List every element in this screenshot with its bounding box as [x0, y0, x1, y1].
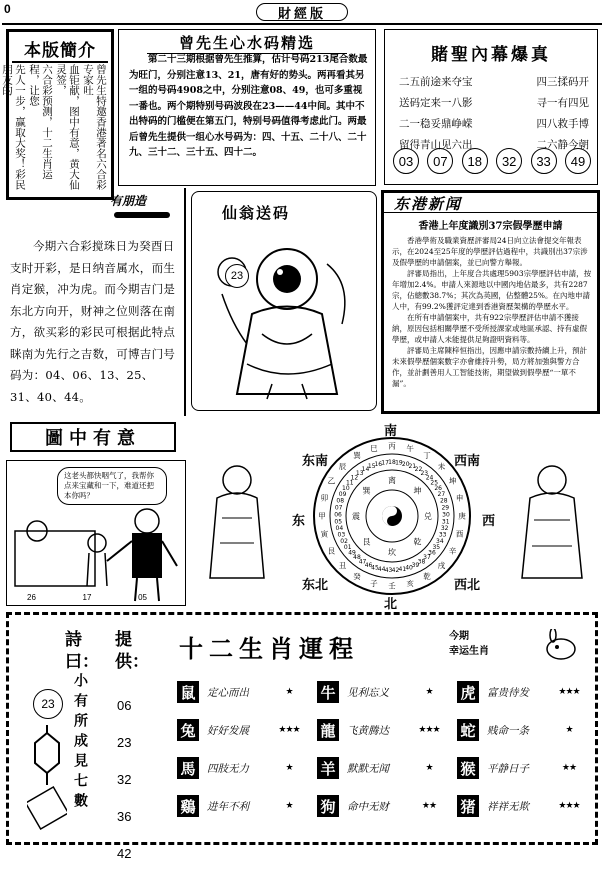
compass-number-label: 04 — [335, 525, 344, 533]
compass-number-label: 47 — [358, 558, 367, 566]
zodiac-entry — [177, 793, 315, 819]
poem-number: 32 — [496, 148, 522, 174]
compass-trigram-label: 乾 — [413, 537, 422, 547]
poem-line-a: 送码定来一八影 — [399, 97, 473, 109]
poem-circle-number: 23 — [33, 689, 63, 719]
header-rule — [2, 23, 602, 25]
compass-number-label: 28 — [439, 497, 448, 505]
compass-number-label: 19 — [395, 459, 403, 467]
zodiac-name: 虎 — [457, 681, 479, 703]
compass-number-label: 37 — [423, 554, 431, 562]
compass-outer-label: 酉 — [455, 529, 464, 539]
compass-number-label: 12 — [350, 474, 359, 482]
zodiac-stars: ★ — [285, 687, 293, 697]
zodiac-grid — [177, 679, 593, 839]
provide-numbers — [117, 687, 131, 872]
intro-text — [0, 64, 107, 196]
zodiac-name: 龍 — [317, 719, 339, 741]
compass-number-label: 38 — [417, 558, 426, 566]
zodiac-desc: 平静日子 — [487, 762, 529, 775]
cartoon-number: 26 — [27, 593, 36, 602]
intro-col: 先人一步，赢取大奖！彩民朋友的 — [1, 64, 26, 190]
zeng-body: 第二十三期根据曾先生推算，估计号码213尾合数最为旺门，分别注意13、21，唐有好的势头。两再看其另一组的号码4908之中，分别注意08、49，也可多重视一番也。两个期特别号码波段在23——44中间。其中不出特码的门槛便在第五门，特别号码值得考虑此门。两最后曾先生提供一组心水号码为：四、十五、二十八、二十九、三十二、三十五、四十二。 — [129, 54, 368, 158]
compass-outer-label: 壬 — [388, 581, 396, 591]
zodiac-entry — [317, 793, 455, 819]
cartoon-speech: 这老头都快咽气了，我帮你点来宝藏和一下，难道还把本你吗？ — [57, 467, 167, 505]
zodiac-name: 馬 — [177, 757, 199, 779]
zodiac-desc: 进年不利 — [207, 800, 249, 813]
poem-line-b: 二六静今朝 — [536, 139, 589, 151]
compass-outer-label: 艮 — [327, 546, 336, 556]
compass-number-label: 13 — [355, 469, 364, 477]
zeng-box — [118, 29, 376, 186]
intro-title: 本版簡介 — [12, 36, 108, 63]
zodiac-desc: 默默无闻 — [347, 762, 389, 775]
compass-number-label: 07 — [334, 504, 343, 512]
compass-number-label: 43 — [384, 566, 393, 574]
poem-line — [399, 72, 589, 93]
zodiac-name: 猴 — [457, 757, 479, 779]
compass-number-label: 39 — [411, 561, 420, 569]
compass-number-label: 09 — [338, 491, 347, 499]
compass-outer-label: 子 — [370, 579, 378, 589]
poem-line-a: 二一稳妥鼎峥嵘 — [399, 118, 473, 130]
xianweng-box — [191, 191, 377, 411]
compass-number-label: 31 — [441, 518, 450, 526]
poem-line-b: 寻一有四见 — [536, 97, 589, 109]
compass-outer-label: 庚 — [458, 511, 466, 521]
compass-number-label: 03 — [337, 531, 346, 539]
brush-stroke-icon — [114, 212, 170, 218]
compass-number-label: 10 — [342, 485, 350, 493]
zodiac-desc: 飞黄腾达 — [347, 724, 389, 737]
compass-outer-label: 申 — [455, 493, 464, 503]
zodiac-desc: 四肢无力 — [207, 762, 249, 775]
compass-number-label: 29 — [441, 504, 450, 512]
compass-outer-label: 丑 — [338, 561, 347, 571]
gourd-icon — [27, 723, 67, 833]
zodiac-name: 蛇 — [457, 719, 479, 741]
compass-number-label: 02 — [340, 538, 348, 546]
provide-number: 36 — [117, 809, 132, 824]
compass-number-label: 30 — [442, 511, 450, 519]
compass-outer-label: 戌 — [437, 561, 446, 571]
compass-outer-label: 乙 — [327, 476, 336, 486]
news-para: 評審局指出，上年度合共處理5903宗學歷評估申請，按年增加2.4%。申請人來源地以中國內地佔最多，共有2287宗，佔總數38.7%；其次為英國，佔整體25%。在內地申請人中，有99.2%獲評定達到香港資歷架構的學歷水平。 — [392, 269, 592, 311]
zodiac-name: 鼠 — [177, 681, 199, 703]
cartoon-frame — [6, 460, 186, 606]
zodiac-section — [6, 612, 598, 861]
zodiac-stars: ★★★ — [278, 725, 300, 735]
masthead — [256, 3, 348, 21]
news-body — [392, 235, 592, 389]
poem-title: 賭聖內幕爆真 — [431, 45, 551, 65]
compass-number-label: 42 — [391, 566, 400, 574]
poem-line — [399, 114, 589, 135]
intro-box — [1, 29, 114, 200]
dir-southeast: 东南 — [302, 454, 329, 469]
zodiac-stars: ★ — [425, 763, 433, 773]
poem-number: 33 — [531, 148, 557, 174]
zodiac-name: 鷄 — [177, 795, 199, 817]
compass-trigram-label: 坎 — [388, 547, 396, 557]
provide-number: 23 — [117, 735, 132, 750]
compass-outer-label: 辰 — [338, 462, 347, 472]
compass-outer-label: 巳 — [370, 444, 378, 454]
lucky-label: 今期 幸运生肖 — [449, 631, 489, 657]
compass-outer-label: 未 — [437, 462, 446, 472]
compass-number-label: 22 — [414, 466, 423, 474]
rabbit-icon — [539, 629, 579, 661]
compass-number-label: 05 — [334, 518, 343, 526]
zodiac-entry — [317, 717, 455, 743]
compass-wheel — [312, 436, 472, 596]
zodiac-entry — [177, 679, 315, 705]
cartoon-numbers — [27, 593, 147, 602]
poem-number: 07 — [427, 148, 453, 174]
right-deity-icon — [512, 458, 592, 588]
compass-number-label: 23 — [420, 469, 429, 477]
compass-number-label: 35 — [432, 543, 441, 551]
poem-box — [384, 29, 598, 185]
news-banner — [384, 193, 597, 213]
compass-outer-label: 乾 — [423, 572, 431, 582]
news-para: 在所有申請個案中，共有922宗學歷評估申請不獲接納，原因包括相關學歷不受所授課家或地區承認、持有虛假學歷，或申請人未能提供足夠證明資料等。 — [392, 313, 587, 344]
zodiac-stars: ★ — [565, 725, 573, 735]
intro-col: 血钜献，图中有意，黄大仙灵签， — [55, 64, 80, 190]
zodiac-desc: 好好发展 — [207, 724, 249, 737]
zodiac-desc: 命中无财 — [347, 800, 389, 813]
compass-trigram-label: 震 — [352, 511, 360, 521]
compass-trigram-label: 坤 — [413, 486, 422, 496]
zodiac-entry — [177, 755, 315, 781]
compass-number-label: 16 — [374, 460, 383, 468]
zodiac-entry — [317, 679, 455, 705]
zodiac-name: 羊 — [317, 757, 339, 779]
compass-outer-label: 丁 — [423, 451, 431, 461]
zodiac-stars: ★★ — [561, 763, 577, 773]
poem-vertical-text: 小有所成見七數 — [72, 673, 88, 813]
compass-trigram-label: 艮 — [362, 537, 371, 547]
compass-number-label: 26 — [434, 485, 442, 493]
dir-south: 南 — [384, 424, 398, 439]
provide-label: 提供： — [115, 630, 149, 672]
compass-trigram-label: 离 — [388, 475, 396, 485]
news-banner-text: 东港新闻 — [394, 195, 463, 213]
compass-number-label: 01 — [343, 543, 352, 551]
zodiac-name: 兔 — [177, 719, 199, 741]
zodiac-entry — [317, 755, 455, 781]
page-number: 0 — [4, 2, 11, 16]
compass-outer-label: 寅 — [320, 529, 329, 539]
compass-number-label: 20 — [401, 460, 410, 468]
xianweng-title: 仙翁送码 — [222, 204, 291, 222]
immortal-illustration-icon — [192, 224, 376, 409]
cartoon-number: 05 — [138, 593, 147, 602]
news-headline: 香港上年度識別37宗假學歷申請 — [418, 221, 563, 232]
compass-number-label: 45 — [371, 564, 379, 572]
zodiac-entry — [457, 793, 595, 819]
provide-number: 32 — [117, 772, 132, 787]
zodiac-desc: 见利忘义 — [347, 686, 389, 699]
zodiac-stars: ★ — [285, 801, 293, 811]
poem-lines — [399, 72, 589, 156]
dir-northeast: 东北 — [302, 578, 329, 593]
left-deity-icon — [202, 458, 272, 588]
left-body: 今期六合彩搅珠日为癸酉日支时开彩，是日纳音属水，而生肖定猴，冲为虎。而今期吉门是东北方向开，财神之位则落在南方，欲买彩的彩民可根据此特点眯南为先行之吉数，可博吉门号码为：04、06、13、25、31、40、44。 — [10, 239, 176, 404]
compass-number-label: 17 — [381, 459, 389, 467]
zodiac-desc: 富贵待发 — [487, 686, 529, 699]
dir-east: 东 — [292, 514, 306, 529]
provide-number: 06 — [117, 698, 132, 713]
left-text-section — [6, 190, 182, 412]
zodiac-stars: ★ — [425, 687, 433, 697]
compass-trigram-label: 兑 — [424, 511, 432, 521]
compass-number-label: 21 — [408, 463, 417, 471]
compass-trigram-label: 巽 — [362, 486, 371, 496]
news-para: 香港學術及職業資歷評審局24日向立法會提交年報表示，在2024至25年度的學歷評估過程中，共識別出37宗涉及假學歷的申請個案，並已向警方舉報。 — [392, 236, 588, 267]
news-para: 評審局主席陳梓恒指出，因應申請宗數持續上升，預計未來假學歷個案數字亦會維持升勢，局方將加強與警方合作，並計劃善用人工智能技術，期望做到假學歷“一單不漏”。 — [392, 346, 587, 388]
compass-number-label: 46 — [364, 561, 373, 569]
compass-number-label: 24 — [425, 474, 434, 482]
xianweng-number: 23 — [225, 264, 249, 288]
zodiac-title: 十二生肖運程 — [179, 634, 359, 663]
poem-line — [399, 93, 589, 114]
compass-outer-label: 丙 — [388, 441, 396, 451]
provide-number: 42 — [117, 846, 132, 861]
tuzhong-title: 圖中有意 — [10, 422, 176, 452]
dir-north: 北 — [384, 597, 398, 612]
zodiac-entry — [177, 717, 315, 743]
compass-number-label: 25 — [430, 479, 439, 487]
zodiac-name: 狗 — [317, 795, 339, 817]
compass-section — [192, 418, 600, 612]
zodiac-entry — [457, 679, 595, 705]
compass-outer-label: 甲 — [318, 511, 326, 521]
poem-number: 49 — [565, 148, 591, 174]
left-label: 有朋造 — [110, 194, 147, 208]
intro-col: 六合彩预测，十二生肖运程，让您 — [28, 64, 53, 180]
compass-number-label: 41 — [398, 566, 407, 574]
poem-line-b: 四八救手博 — [536, 118, 589, 130]
zodiac-stars: ★★★ — [418, 725, 440, 735]
compass-number-label: 15 — [367, 463, 376, 471]
compass-number-label: 18 — [388, 459, 396, 467]
zodiac-name: 猪 — [457, 795, 479, 817]
compass-outer-label: 癸 — [353, 572, 361, 582]
zodiac-desc: 定心而出 — [207, 686, 249, 699]
cartoon-scene-icon — [7, 461, 185, 605]
compass-number-label: 06 — [334, 511, 342, 519]
compass-outer-label: 亥 — [406, 579, 414, 589]
compass-number-label: 11 — [345, 479, 354, 487]
poem-number: 03 — [393, 148, 419, 174]
news-box — [381, 190, 600, 414]
compass-number-label: 32 — [440, 525, 449, 533]
column-divider — [184, 188, 186, 416]
zodiac-desc: 贱命一条 — [487, 724, 529, 737]
poem-line-a: 留得青山见六出 — [399, 139, 473, 151]
compass-outer-label: 午 — [406, 444, 414, 454]
zodiac-stars: ★★ — [421, 801, 437, 811]
compass-number-label: 27 — [437, 491, 446, 499]
zodiac-desc: 祥祥无欺 — [487, 800, 529, 813]
poem-line-a: 二五前途来夺宝 — [399, 76, 473, 88]
cartoon-number: 17 — [82, 593, 92, 602]
tuzhong-section — [6, 418, 186, 606]
compass-number-label: 08 — [336, 497, 345, 505]
zodiac-stars: ★ — [285, 763, 293, 773]
compass-number-label: 49 — [348, 549, 356, 557]
compass-number-label: 40 — [405, 564, 413, 572]
compass-number-label: 36 — [428, 549, 436, 557]
zodiac-entry — [457, 717, 595, 743]
compass-outer-label: 坤 — [448, 476, 457, 486]
zodiac-name: 牛 — [317, 681, 339, 703]
compass-outer-label: 卯 — [320, 493, 329, 503]
intro-col: 曾先生特邀香港著名六合彩专家吐 — [82, 64, 107, 190]
dir-southwest: 西南 — [454, 454, 481, 469]
compass-number-label: 14 — [361, 466, 370, 474]
poem-label: 詩曰： — [65, 630, 99, 672]
poem-numbers — [393, 148, 591, 174]
compass-number-label: 34 — [436, 538, 444, 546]
masthead-text: 財經版 — [277, 6, 326, 22]
dir-west: 西 — [482, 514, 496, 529]
compass-outer-label: 巽 — [353, 451, 361, 461]
poem-number: 18 — [462, 148, 488, 174]
compass-number-label: 44 — [377, 566, 386, 574]
zodiac-stars: ★★★ — [558, 687, 580, 697]
dir-northwest: 西北 — [454, 578, 481, 593]
zodiac-entry — [457, 755, 595, 781]
compass-number-label: 48 — [353, 554, 361, 562]
compass-number-label: 33 — [438, 531, 447, 539]
zodiac-stars: ★★★ — [558, 801, 580, 811]
poem-line-b: 四三揉码开 — [536, 76, 589, 88]
zeng-title: 曾先生心水码精选 — [147, 32, 347, 54]
compass-outer-label: 辛 — [448, 546, 457, 556]
